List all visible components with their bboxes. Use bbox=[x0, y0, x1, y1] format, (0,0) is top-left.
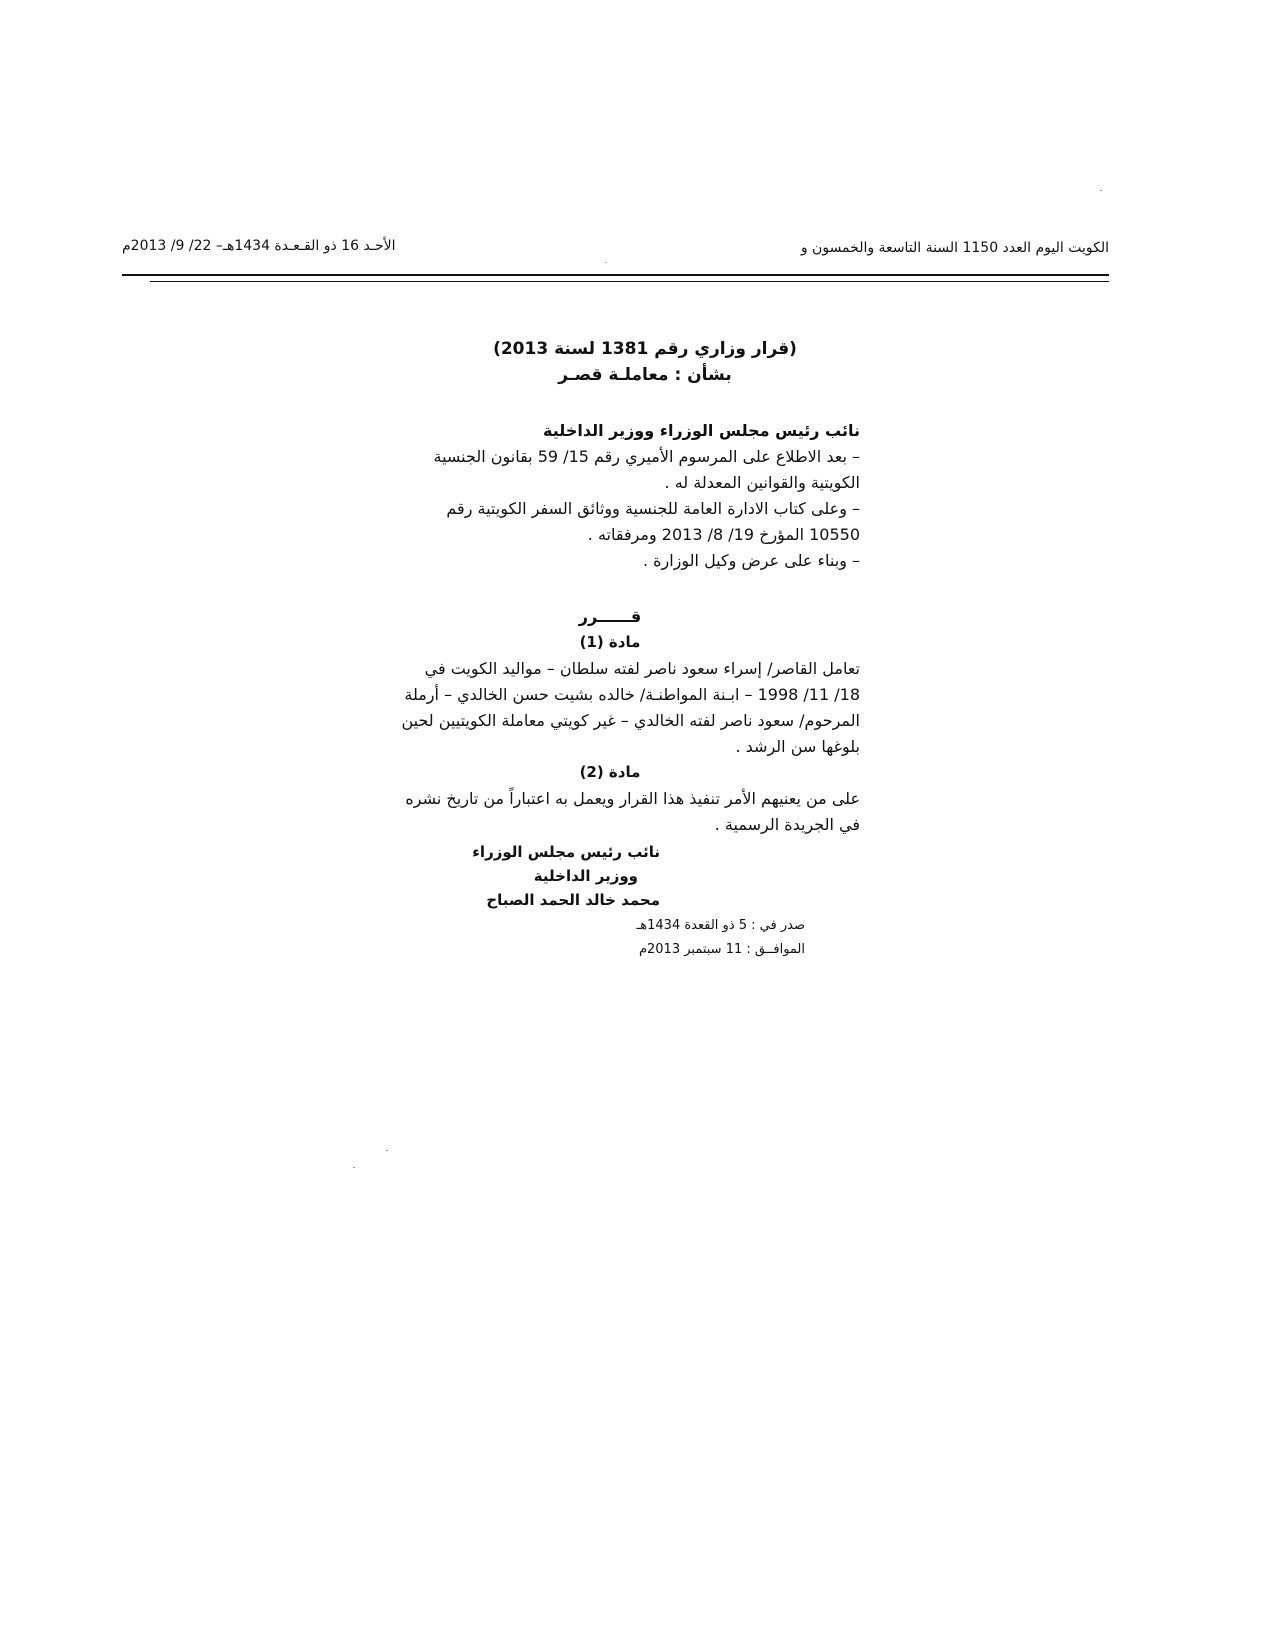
article-1-body bbox=[395, 656, 860, 760]
scan-speck bbox=[353, 1167, 355, 1168]
issue-date-block bbox=[545, 914, 805, 962]
gazette-date: الأحـد 16 ذو القـعـدة 1434هـ– 22/ 9/ 2013م bbox=[122, 238, 396, 254]
preamble-item: – وبناء على عرض وكيل الوزارة . bbox=[642, 551, 860, 570]
decided-heading: قــــــرر bbox=[578, 607, 642, 626]
decision-subject: بشأن : معاملـة قصـر bbox=[558, 365, 732, 385]
signature-title: نائب رئيس مجلس الوزراء bbox=[472, 843, 660, 861]
gazette-header bbox=[122, 238, 1109, 264]
article-2-body bbox=[395, 786, 860, 838]
signature-name: محمد خالد الحمد الصباح bbox=[486, 891, 660, 909]
scan-speck bbox=[1100, 190, 1102, 191]
signature-block bbox=[400, 840, 660, 912]
preamble-item: – وعلى كتاب الادارة العامة للجنسية ووثائق السفر الكويتية رقم 10550 المؤرخ 19/ 8/ 2013 ومرفقاته . bbox=[446, 499, 860, 544]
header-rule-thick bbox=[122, 274, 1109, 276]
scan-speck bbox=[386, 1150, 388, 1151]
preamble bbox=[395, 444, 860, 574]
issued-hijri-date: صدر في : 5 ذو القعدة 1434هـ bbox=[636, 918, 805, 933]
issued-gregorian-date: الموافــق : 11 سبتمبر 2013م bbox=[638, 942, 805, 957]
decision-title-block bbox=[475, 336, 815, 388]
article-1-heading: مادة (1) bbox=[579, 633, 641, 651]
article-2-text: على من يعنيهم الأمر تنفيذ هذا القرار ويعمل به اعتباراً من تاريخ نشره في الجريدة الرسمية . bbox=[405, 789, 860, 834]
article-2-heading: مادة (2) bbox=[579, 763, 641, 781]
decision-title: (قرار وزاري رقم 1381 لسنة 2013) bbox=[493, 339, 797, 359]
header-rule-thin bbox=[150, 281, 1109, 282]
gazette-issue-info: الكويت اليوم العدد 1150 السنة التاسعة والخمسون و bbox=[800, 240, 1109, 256]
scan-speck bbox=[605, 262, 607, 263]
preamble-item: – بعد الاطلاع على المرسوم الأميري رقم 15/ 59 بقانون الجنسية الكويتية والقوانين المعدلة له . bbox=[433, 447, 860, 492]
signature-ministry: ووزير الداخلية bbox=[533, 867, 638, 885]
decision-issuer: نائب رئيس مجلس الوزراء ووزير الداخلية bbox=[543, 421, 860, 440]
article-1-text: تعامل القاصر/ إسراء سعود ناصر لفته سلطان – مواليد الكويت في 18/ 11/ 1998 – ابـنة المواطنـة/ خالده بشيت حسن الخالدي – أرملة المرحوم/ سعود ناصر لفته الخالدي – غير كويتي معاملة الكويتيين لحين بلوغها سن الرشد . bbox=[401, 659, 860, 756]
